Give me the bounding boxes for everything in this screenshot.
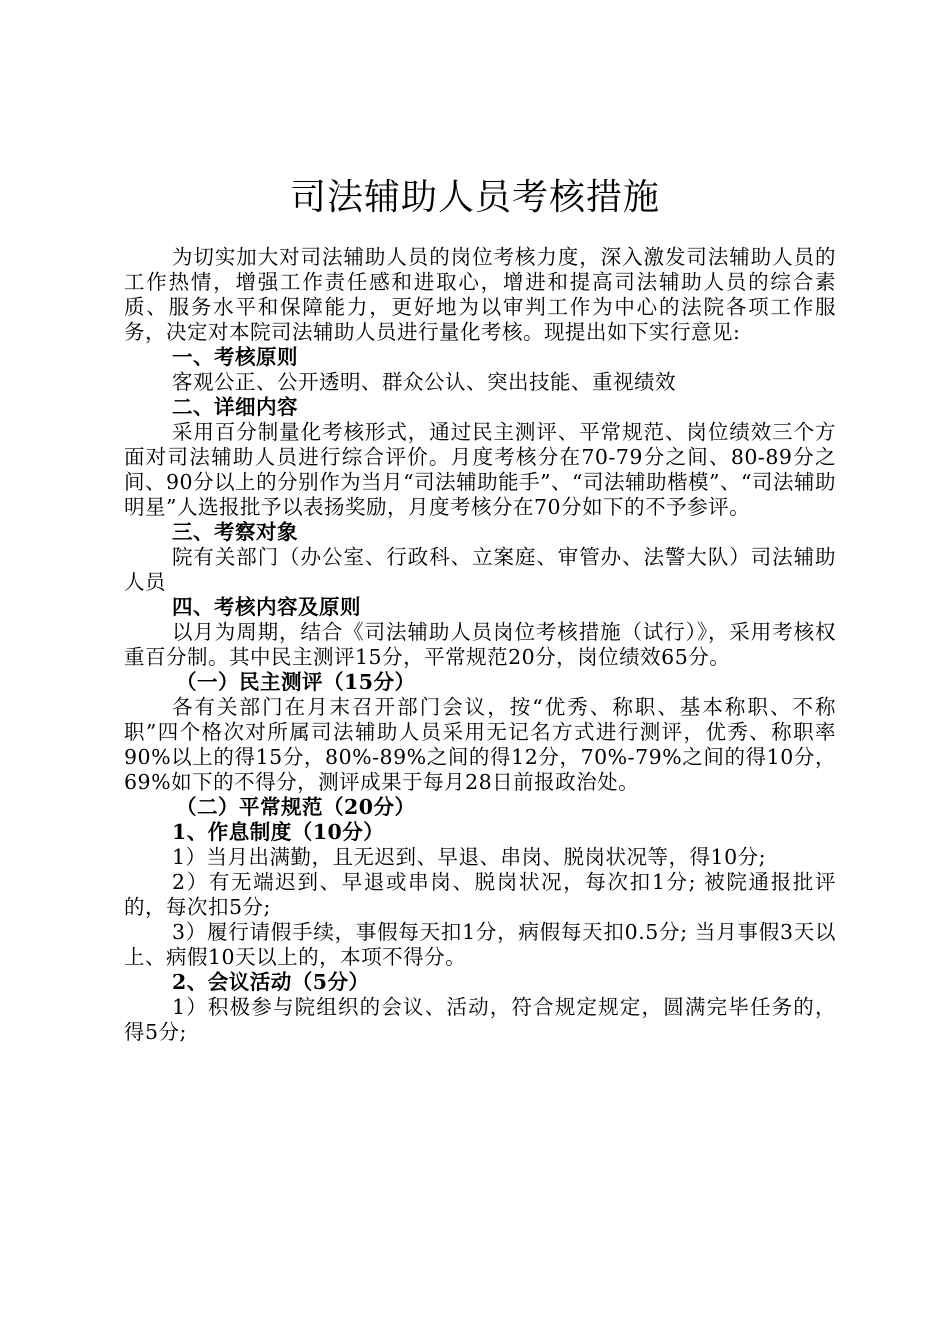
document-body [124,245,836,1045]
section-heading-principles: 一、考核原则 [172,345,298,369]
item-heading-meetings: 2、会议活动（5分） [172,970,370,994]
content-paragraph: 以月为周期，结合《司法辅助人员岗位考核措施（试行）》，采用考核权重百分制。其中民主测评15分，平常规范20分，岗位绩效65分。 [124,620,836,669]
section-heading-targets: 三、考察对象 [172,520,298,544]
section-heading-content: 四、考核内容及原则 [172,595,361,619]
targets-paragraph: 院有关部门（办公室、行政科、立案庭、审管办、法警大队）司法辅助人员 [124,545,836,594]
section-heading-details: 二、详细内容 [172,395,298,419]
attendance-item-3: 3）履行请假手续，事假每天扣1分，病假每天扣0.5分; 当月事假3天以上、病假10天以上的，本项不得分。 [124,920,836,969]
subsection-heading-routine: （二）平常规范（20分） [176,795,416,819]
principles-paragraph: 客观公正、公开透明、群众公认、突出技能、重视绩效 [172,370,676,394]
intro-paragraph: 为切实加大对司法辅助人员的岗位考核力度，深入激发司法辅助人员的工作热情，增强工作责任感和进取心，增进和提高司法辅助人员的综合素质、服务水平和保障能力，更好地为以审判工作为中心的法院各项工作服务，决定对本院司法辅助人员进行量化考核。现提出如下实行意见: [124,245,836,344]
attendance-item-2: 2）有无端迟到、早退或串岗、脱岗状况，每次扣1分; 被院通报批评的，每次扣5分; [124,870,836,919]
attendance-item-1: 1）当月出满勤，且无迟到、早退、串岗、脱岗状况等，得10分; [172,845,767,869]
meetings-item-1: 1）积极参与院组织的会议、活动，符合规定规定，圆满完毕任务的，得5分; [124,995,836,1044]
item-heading-attendance: 1、作息制度（10分） [172,820,385,844]
subsection-heading-evaluation: （一）民主测评（15分） [176,670,416,694]
evaluation-paragraph: 各有关部门在月末召开部门会议，按“优秀、称职、基本称职、不称职”四个格次对所属司法辅助人员采用无记名方式进行测评，优秀、称职率90%以上的得15分，80%-89%之间的得12分，70%-79%之间的得10分，69%如下的不得分，测评成果于每月28日前报政治处。 [124,695,836,794]
details-paragraph: 采用百分制量化考核形式，通过民主测评、平常规范、岗位绩效三个方面对司法辅助人员进行综合评价。月度考核分在70-79分之间、80-89分之间、90分以上的分别作为当月“司法辅助能手”、“司法辅助楷模”、“司法辅助明星”人选报批予以表扬奖励，月度考核分在70分如下的不予参评。 [124,420,836,519]
page-title: 司法辅助人员考核措施 [289,177,660,218]
